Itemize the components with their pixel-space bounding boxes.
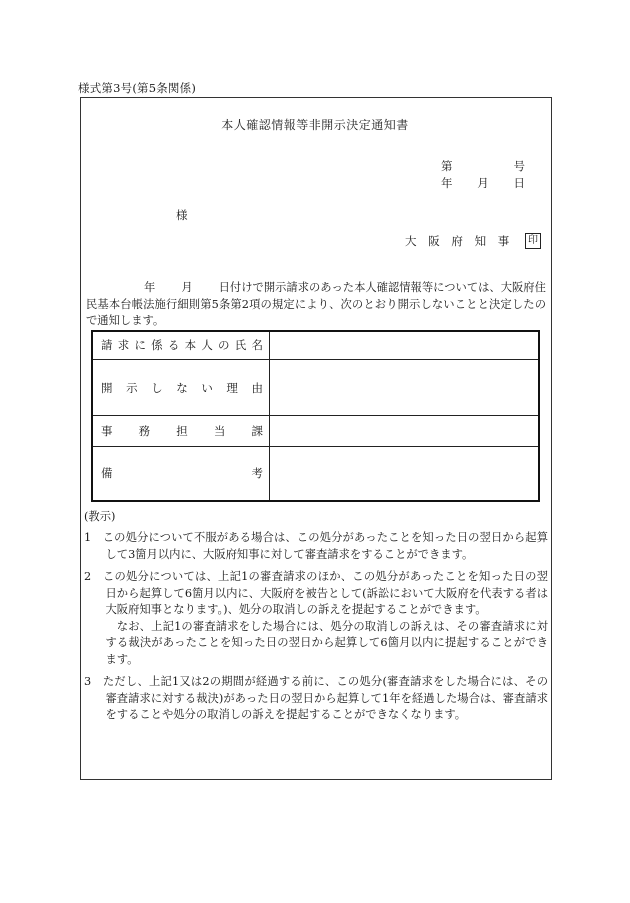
label-reason: 開 示 し な い 理 由 <box>101 380 263 395</box>
table-label-cell <box>92 416 270 446</box>
date-month: 月 <box>477 176 489 190</box>
document-date-line <box>441 175 525 191</box>
intro-line1: 日付けで開示請求のあった本人確認情報等については、大阪府住 <box>218 281 546 294</box>
issuer-char: 阪 <box>428 234 440 248</box>
document-title: 本人確認情報等非開示決定通知書 <box>221 118 409 132</box>
date-year: 年 <box>441 176 453 190</box>
intro-first-line <box>86 280 546 297</box>
label-department: 事 務 担 当 課 <box>101 424 263 439</box>
number-suffix: 号 <box>513 159 525 173</box>
info-table <box>91 330 540 502</box>
table-row <box>92 446 539 501</box>
addressee-honorific: 様 <box>176 208 188 222</box>
issuer-char: 府 <box>451 234 463 248</box>
table-value-cell <box>270 416 540 446</box>
issuer-char: 大 <box>405 234 417 248</box>
table-label-cell <box>92 446 270 501</box>
intro-date-year: 年 <box>144 281 156 294</box>
form-number-label: 様式第3号(第5条関係) <box>78 81 197 95</box>
notice-item-2: 2 この処分については、上記1の審査請求のほか、この処分があったことを知った日の翌日から起算して6箇月以内に、大阪府を被告として(訴訟において大阪府を代表する者は大阪府知事となります。)、処分の取消しの訴えを提起することができます。 <box>84 570 548 616</box>
notice-item-3: 3 ただし、上記1又は2の期間が経過する前に、この処分(審査請求をした場合には、その審査請求に対する裁決)があった日の翌日から起算して1年を経過した場合は、審査請求をすることや処分の取消しの訴えを提起することができなくなります。 <box>84 675 548 721</box>
intro-paragraph <box>86 280 546 330</box>
label-remarks: 備 考 <box>101 466 263 481</box>
table-value-cell <box>270 359 540 416</box>
issuer-char: 知 <box>474 234 487 248</box>
notice-item-2-sub: なお、上記1の審査請求をした場合には、処分の取消しの訴えは、その審査請求に対する裁決があったことを知った日の翌日から起算して6箇月以内に提起することができます。 <box>105 619 548 666</box>
issuer-char: 事 <box>497 234 510 248</box>
issuer-line <box>405 233 541 249</box>
intro-rest: 民基本台帳法施行細則第5条第2項の規定により、次のとおり開示しないことと決定したので通知します。 <box>86 297 546 327</box>
table-value-cell <box>270 446 540 501</box>
seal-mark: 印 <box>525 233 541 249</box>
table-label-cell <box>92 359 270 416</box>
table-row <box>92 416 539 446</box>
number-prefix: 第 <box>441 159 453 173</box>
intro-date-month: 月 <box>181 281 193 294</box>
table-row <box>92 331 539 359</box>
notice-heading: (教示) <box>84 510 116 523</box>
notice-section <box>84 530 548 724</box>
label-requester-name: 請 求 に 係 る 本 人 の 氏 名 <box>101 338 263 353</box>
notice-item-1: 1 この処分について不服がある場合は、この処分があったことを知った日の翌日から起算して3箇月以内に、大阪府知事に対して審査請求をすることができます。 <box>84 531 548 561</box>
table-label-cell <box>92 331 270 359</box>
table-value-cell <box>270 331 540 359</box>
date-day: 日 <box>513 176 525 190</box>
table-row <box>92 359 539 416</box>
document-number-line <box>441 158 525 174</box>
